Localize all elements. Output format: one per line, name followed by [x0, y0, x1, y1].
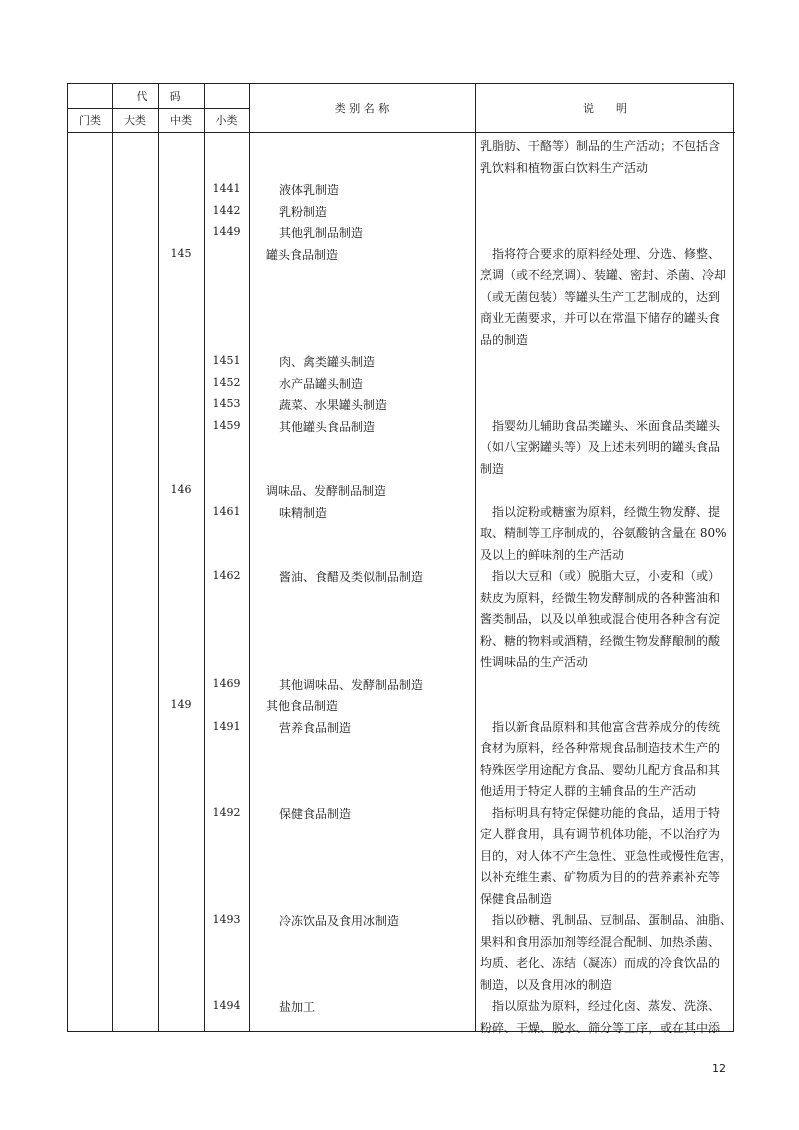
description-line: 指婴幼儿辅助食品类罐头、米面食品类罐头 — [480, 418, 721, 433]
category-description — [480, 416, 730, 481]
header-bottom-line — [68, 132, 735, 133]
description-line: 制造 — [480, 461, 505, 476]
description-line: 指以砂糖、乳制品、豆制品、蛋制品、油脂、 — [480, 913, 733, 927]
header-code: 代 码 — [136, 90, 181, 103]
description-line: 性调味品的生产活动 — [480, 655, 589, 669]
category-name: 保健食品制造 — [279, 806, 352, 821]
header-category-name: 类 别 名 称 — [334, 102, 390, 115]
sub-class-code: 1461 — [212, 504, 241, 518]
description-line: 指将符合要求的原料经处理、分选、修整、 — [480, 246, 721, 261]
description-line: 制造，以及食用冰的制造 — [480, 977, 613, 992]
classification-table — [67, 83, 734, 1035]
sub-class-code: 1469 — [212, 676, 241, 690]
page-number: 12 — [712, 1062, 726, 1075]
description-line: 保健食品制造 — [480, 891, 553, 906]
header-zhonglei: 中类 — [170, 114, 192, 127]
category-name: 罐头食品制造 — [266, 247, 339, 262]
sub-class-code: 1451 — [212, 354, 241, 367]
category-description — [480, 244, 730, 352]
sub-class-code: 1441 — [212, 182, 241, 195]
description-line: 取、精制等工序制成的，谷氨酸钠含量在 80% — [480, 526, 727, 540]
category-description — [480, 502, 730, 567]
middle-class-code: 145 — [170, 246, 192, 260]
category-description — [480, 566, 730, 674]
middle-class-code: 149 — [170, 698, 192, 711]
description-line: 特殊医学用途配方食品、婴幼儿配方食品和其 — [480, 762, 721, 777]
header-menlei: 门类 — [79, 114, 101, 127]
description-line: 果料和食用添加剂等经混合配制、加热杀菌、 — [480, 934, 721, 949]
category-name: 水产品罐头制造 — [279, 376, 364, 391]
description-line: 指以新食品原料和其他富含营养成分的传统 — [480, 719, 721, 734]
category-name: 调味品、发酵制品制造 — [266, 484, 387, 498]
sub-class-code: 1494 — [212, 999, 241, 1012]
category-description — [480, 996, 730, 1039]
category-description — [480, 803, 733, 911]
category-description — [480, 910, 733, 996]
description-line: 商业无菌要求，并可以在常温下储存的罐头食 — [480, 311, 721, 325]
sub-class-code: 1453 — [212, 397, 241, 410]
description-line: 乳饮料和植物蛋白饮料生产活动 — [480, 160, 649, 175]
sub-class-code: 1442 — [212, 203, 241, 217]
description-line: 及以上的鲜味剂的生产活动 — [480, 547, 625, 562]
col-divider — [112, 84, 113, 1031]
category-name: 其他罐头食品制造 — [279, 419, 376, 434]
sub-class-code: 1492 — [212, 805, 241, 819]
col-divider — [475, 84, 476, 1031]
category-name: 营养食品制造 — [279, 720, 352, 735]
sub-class-code: 1459 — [212, 418, 241, 432]
description-line: 麸皮为原料，经微生物发酵制成的各种酱油和 — [480, 590, 721, 605]
description-line: （如八宝粥罐头等）及上述未列明的罐头食品 — [480, 440, 721, 454]
category-name: 味精制造 — [279, 505, 328, 520]
category-name: 冷冻饮品及食用冰制造 — [279, 914, 400, 928]
category-name: 肉、禽类罐头制造 — [279, 355, 376, 369]
sub-class-code: 1491 — [212, 719, 241, 733]
sub-class-code: 1493 — [212, 913, 241, 926]
description-line: 指以淀粉或糖蜜为原料，经微生物发酵、提 — [480, 504, 721, 519]
description-line: 以补充维生素、矿物质为目的的营养素补充等 — [480, 870, 721, 884]
sub-class-code: 1462 — [212, 569, 241, 582]
description-line: 指以原盐为原料，经过化卤、蒸发、洗涤、 — [480, 999, 721, 1013]
sub-class-code: 1452 — [212, 375, 241, 389]
description-line: 烹调（或不经烹调）、装罐、密封、杀菌、冷却 — [480, 268, 727, 282]
header-xiaolei: 小类 — [215, 114, 238, 127]
category-name: 液体乳制造 — [279, 183, 340, 197]
col-divider — [158, 84, 159, 1031]
header-divider — [68, 108, 249, 109]
col-divider — [249, 84, 250, 1031]
header-dalei: 大类 — [124, 114, 146, 127]
description-line: （或无菌包装）等罐头生产工艺制成的，达到 — [480, 289, 721, 304]
description-line: 酱类制品，以及以单独或混合使用各种含有淀 — [480, 612, 721, 626]
description-line: 品的制造 — [480, 332, 529, 347]
description-line: 目的，对人体不产生急性、亚急性或慢性危害， — [480, 848, 733, 863]
category-name: 其他乳制品制造 — [279, 226, 364, 240]
middle-class-code: 146 — [170, 483, 192, 496]
category-description — [480, 136, 730, 179]
category-description — [480, 717, 730, 803]
description-line: 乳脂肪、干酪等）制品的生产活动；不包括含 — [480, 139, 721, 153]
description-line: 粉碎、干燥、脱水、筛分等工序，或在其中添 — [480, 1020, 721, 1035]
category-name: 蔬菜、水果罐头制造 — [279, 398, 388, 412]
sub-class-code: 1449 — [212, 225, 241, 238]
header-description: 说 明 — [583, 102, 627, 115]
category-name: 盐加工 — [279, 1000, 316, 1014]
description-line: 定人群食用，具有调节机体功能，不以治疗为 — [480, 827, 721, 841]
description-line: 他适用于特定人群的主辅食品的生产活动 — [480, 784, 697, 798]
category-name: 酱油、食醋及类似制品制造 — [279, 570, 424, 584]
description-line: 粉、糖的物料或酒精，经微生物发酵酿制的酸 — [480, 633, 721, 648]
description-line: 食材为原料，经各种常规食品制造技术生产的 — [480, 741, 721, 755]
description-line: 指标明具有特定保健功能的食品，适用于特 — [480, 805, 721, 820]
description-line: 均质、老化、冻结（凝冻）而成的冷食饮品的 — [480, 956, 721, 970]
category-name: 其他调味品、发酵制品制造 — [279, 677, 424, 692]
category-name: 乳粉制造 — [279, 204, 328, 219]
description-line: 指以大豆和（或）脱脂大豆，小麦和（或） — [480, 569, 721, 583]
category-name: 其他食品制造 — [266, 699, 339, 713]
